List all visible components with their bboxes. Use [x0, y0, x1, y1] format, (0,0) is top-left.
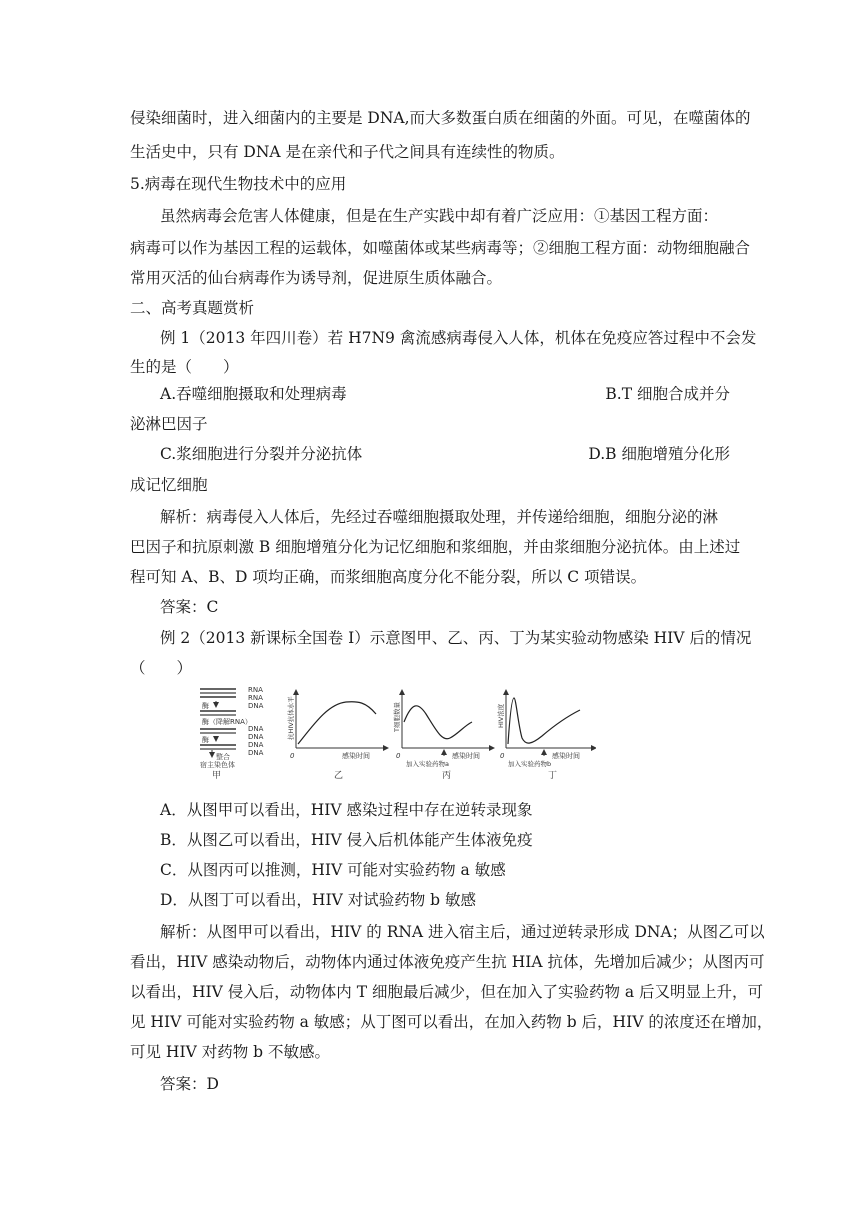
option-a: A.吞噬细胞摄取和处理病毒	[160, 385, 347, 403]
jia-integrate: 整合	[216, 753, 230, 761]
analysis-line: 程可知 A、B、D 项均正确，而浆细胞高度分化不能分裂，所以 C 项错误。	[130, 568, 647, 586]
ding-xlabel: 感染时间	[552, 752, 580, 760]
option-d-continued: 成记忆细胞	[130, 476, 208, 494]
jia-rna2: RNA	[248, 694, 263, 702]
bing-ylabel: T细胞数量	[393, 702, 401, 732]
analysis-line: 巴因子和抗原刺激 B 细胞增殖分化为记忆细胞和浆细胞，并由浆细胞分泌抗体。由上述过	[130, 538, 741, 556]
question-line: 例 1（2013 年四川卷）若 H7N9 禽流感病毒侵入人体，机体在免疫应答过程中不会发	[160, 329, 757, 347]
question-line: 生的是（ ）	[130, 358, 239, 376]
option-b: B．从图乙可以看出，HIV 侵入后机体能产生体液免疫	[160, 831, 533, 849]
text-line: 常用灭活的仙台病毒作为诱导剂，促进原生质体融合。	[130, 269, 503, 287]
bing-label: 丙	[442, 771, 452, 780]
analysis-line: 可见 HIV 对药物 b 不敏感。	[130, 1043, 330, 1061]
ding-drug: 加入实验药物b	[508, 760, 552, 768]
yi-origin: 0	[290, 752, 295, 760]
jia-dna1: DNA	[248, 702, 264, 710]
option-c: C.浆细胞进行分裂并分泌抗体	[160, 445, 363, 463]
option-a: A．从图甲可以看出，HIV 感染过程中存在逆转录现象	[160, 801, 533, 819]
option-c: C．从图丙可以推测，HIV 可能对实验药物 a 敏感	[160, 861, 506, 879]
ding-label: 丁	[548, 771, 558, 780]
panel-yi	[286, 690, 388, 780]
section-heading: 二、高考真题赏析	[130, 299, 255, 317]
jia-dna3: DNA	[248, 733, 264, 741]
option-b-continued: 泌淋巴因子	[130, 415, 208, 433]
analysis-line: 看出，HIV 感染动物后，动物体内通过体液免疫产生抗 HIA 抗体，先增加后减少；从图丙可	[130, 953, 765, 971]
panel-ding	[496, 690, 596, 780]
option-row	[160, 384, 730, 404]
jia-dna5: DNA	[248, 749, 264, 757]
yi-label: 乙	[334, 771, 344, 780]
jia-dna4: DNA	[248, 741, 264, 749]
hiv-figure	[196, 684, 596, 780]
jia-enzyme1: 酶	[202, 702, 209, 710]
answer-line: 答案：D	[160, 1075, 219, 1093]
hiv-figure-svg	[196, 684, 596, 780]
option-d: D.B 细胞增殖分化形	[588, 445, 730, 463]
option-d: D．从图丁可以看出，HIV 对试验药物 b 敏感	[160, 891, 476, 909]
question-line: （ ）	[130, 659, 193, 677]
jia-enzyme3: 酶	[202, 736, 209, 744]
option-b: B.T 细胞合成并分	[605, 385, 730, 403]
analysis-line: 见 HIV 可能对实验药物 a 敏感；从丁图可以看出，在加入药物 b 后，HIV 的浓度还在增加，	[130, 1013, 773, 1031]
bing-drug: 加入实验药物a	[406, 760, 449, 768]
panel-jia	[200, 686, 264, 780]
bing-origin: 0	[396, 752, 401, 760]
text-line: 侵染细菌时，进入细菌内的主要是 DNA,而大多数蛋白质在细菌的外面。可见，在噬菌体的	[130, 109, 751, 127]
yi-xlabel: 感染时间	[342, 752, 370, 760]
option-row	[160, 444, 730, 464]
answer-line: 答案：C	[160, 598, 219, 616]
bing-xlabel: 感染时间	[452, 752, 480, 760]
analysis-line: 解析：病毒侵入人体后，先经过吞噬细胞摄取处理，并传递给细胞，细胞分泌的淋	[160, 508, 719, 526]
question-line: 例 2（2013 新课标全国卷 I）示意图甲、乙、丙、丁为某实验动物感染 HIV 后的情况	[160, 629, 752, 647]
jia-rna1: RNA	[248, 686, 263, 694]
jia-label: 甲	[212, 771, 222, 780]
analysis-line: 以看出，HIV 侵入后，动物体内 T 细胞最后减少，但在加入了实验药物 a 后又明显上升，可	[130, 983, 764, 1001]
analysis-line: 解析：从图甲可以看出，HIV 的 RNA 进入宿主后，通过逆转录形成 DNA；从图乙可以	[160, 923, 765, 941]
ding-ylabel: HIV浓度	[497, 703, 505, 728]
text-line: 虽然病毒会危害人体健康，但是在生产实践中却有着广泛应用：①基因工程方面：	[160, 207, 719, 225]
jia-host: 宿主染色体	[200, 761, 235, 769]
jia-enzyme2: 酶（降解RNA）	[202, 718, 252, 726]
section-heading: 5.病毒在现代生物技术中的应用	[130, 175, 347, 193]
ding-origin: 0	[500, 752, 505, 760]
jia-dna2: DNA	[248, 725, 264, 733]
text-line: 病毒可以作为基因工程的运载体，如噬菌体或某些病毒等；②细胞工程方面：动物细胞融合	[130, 239, 751, 257]
panel-bing	[392, 690, 494, 780]
text-line: 生活史中，只有 DNA 是在亲代和子代之间具有连续性的物质。	[130, 143, 565, 161]
yi-ylabel: 抗HIV抗体水平	[287, 696, 295, 740]
